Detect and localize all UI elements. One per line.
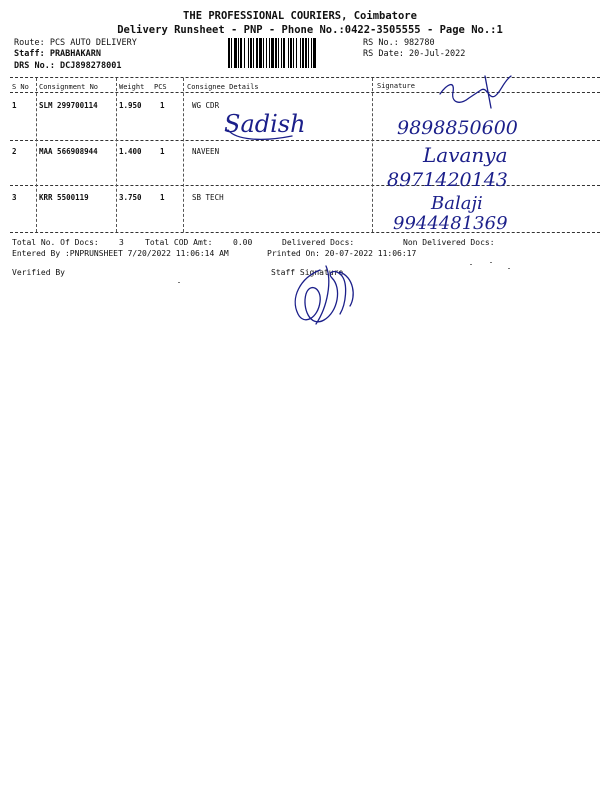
verified-by: Verified By: [12, 268, 65, 277]
total-docs-label: Total No. Of Docs:: [12, 238, 99, 247]
header-weight: Weight: [119, 83, 145, 91]
barcode-bar: [316, 38, 318, 68]
rs-date: RS Date: 20-Jul-2022: [363, 49, 466, 59]
svg-text:9944481369: 9944481369: [393, 213, 508, 234]
barcode: [228, 38, 356, 68]
col-divider: [372, 78, 373, 232]
scan-speck: [490, 262, 492, 263]
header-consignee: Consignee Details: [187, 83, 259, 91]
row-1-signature: [385, 72, 535, 142]
svg-text:Lavanya: Lavanya: [423, 143, 508, 167]
row-3-signature: [385, 187, 535, 235]
staff-signature-label: Staff Signature: [271, 268, 344, 277]
row-2-signature: [385, 140, 535, 190]
row-1-consignment: SLM 299700114: [39, 101, 98, 110]
total-cod-value: 0.00: [233, 238, 253, 247]
row-2-weight: 1.400: [119, 147, 142, 156]
row-3-consignee: SB TECH: [192, 193, 224, 202]
scan-speck: [508, 268, 510, 269]
rs-number: RS No.: 982780: [363, 38, 435, 48]
row-1-sno: 1: [12, 101, 17, 110]
row-1-consignee: WG CDR: [192, 101, 220, 110]
delivered-docs: Delivered Docs:: [282, 238, 355, 247]
header-pcs: PCS: [154, 83, 167, 91]
col-divider: [36, 78, 37, 232]
svg-text:Balaji: Balaji: [431, 193, 483, 214]
row-1-consignee-signature: [222, 100, 322, 145]
svg-text:9898850600: 9898850600: [397, 117, 518, 139]
svg-text:8971420143: 8971420143: [387, 169, 508, 191]
scan-speck: [178, 282, 180, 283]
row-2-sno: 2: [12, 147, 17, 156]
svg-text:Sadish: Sadish: [224, 110, 306, 138]
total-cod-label: Total COD Amt:: [145, 238, 213, 247]
total-docs-value: 3: [119, 238, 124, 247]
row-2-pcs: 1: [160, 147, 165, 156]
scan-speck: [470, 264, 472, 265]
row-3-weight: 3.750: [119, 193, 142, 202]
header-signature: Signature: [377, 82, 415, 90]
staff-text: Staff: PRABHAKARN: [14, 49, 101, 59]
header-consignment: Consignment No: [39, 83, 99, 91]
col-divider: [116, 78, 117, 232]
header-sno: S No: [12, 83, 29, 91]
staff-signature: [280, 258, 370, 338]
row-2-consignee: NAVEEN: [192, 147, 220, 156]
non-delivered-docs: Non Delivered Docs:: [403, 238, 495, 247]
row-2-consignment: MAA 566908944: [39, 147, 98, 156]
col-divider: [183, 78, 184, 232]
row-3-sno: 3: [12, 193, 17, 202]
row-1-pcs: 1: [160, 101, 165, 110]
entered-by: Entered By :PNPRUNSHEET 7/20/2022 11:06:14 AM: [12, 249, 229, 258]
drs-number: DRS No.: DCJ898278001: [14, 61, 122, 71]
company-title: THE PROFESSIONAL COURIERS, Coimbatore: [183, 10, 417, 22]
runsheet-title: Delivery Runsheet - PNP - Phone No.:0422-3505555 - Page No.:1: [117, 24, 503, 36]
route-text: Route: PCS AUTO DELIVERY: [14, 38, 137, 48]
row-3-pcs: 1: [160, 193, 165, 202]
row-1-weight: 1.950: [119, 101, 142, 110]
printed-on: Printed On: 20-07-2022 11:06:17: [267, 249, 417, 258]
row-3-consignment: KRR 5500119: [39, 193, 89, 202]
